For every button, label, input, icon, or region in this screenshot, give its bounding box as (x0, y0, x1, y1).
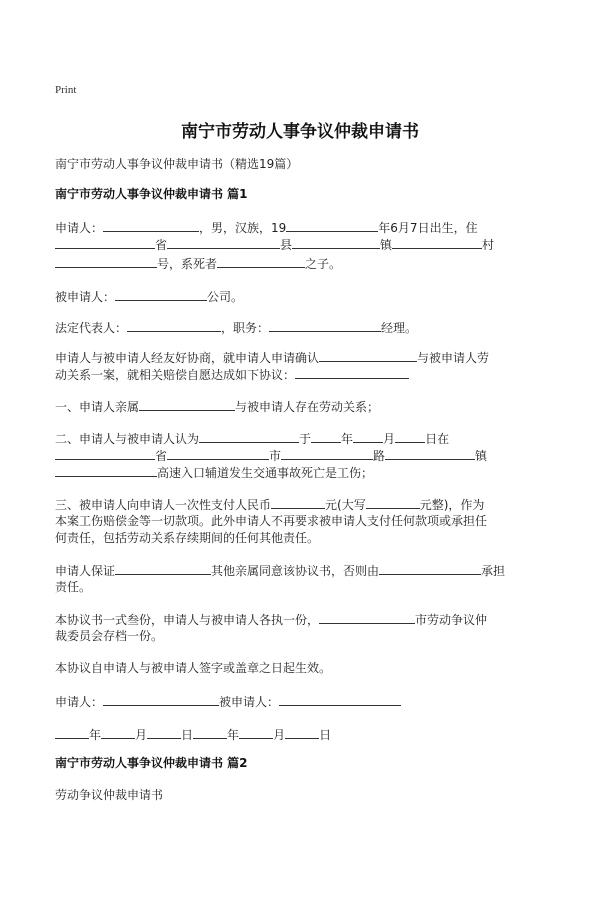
blank-deceased-name (217, 255, 305, 268)
blank-year (311, 430, 341, 443)
section-2-heading: 南宁市劳动人事争议仲裁申请书 篇2 (55, 756, 248, 770)
text-day-2: 日 (319, 728, 332, 742)
label-applicant: 申请人： (55, 221, 104, 235)
text-month: 月 (383, 432, 396, 446)
text-arbitration: 市劳动争议仲 (415, 613, 488, 627)
clause-3-line-1 (55, 496, 484, 513)
effective-line: 本协议自申请人与被申请人签字或盖章之日起生效。 (55, 661, 332, 675)
text-copies: 本协议书一式叁份，申请人与被申请人各执一份， (55, 613, 320, 627)
text-accident-result: 高速入口辅道发生交通事故死亡是工伤； (157, 466, 374, 480)
text-manager: 经理。 (381, 321, 418, 335)
text-day-1: 日 (181, 728, 194, 742)
text-village: 村 (482, 238, 495, 252)
blank-applicant-name (103, 219, 199, 232)
blank-province (55, 236, 155, 249)
copies-line-1 (55, 611, 487, 628)
text-company: 公司。 (207, 290, 244, 304)
blank-sign-applicant (103, 693, 219, 706)
clause-3-line-2: 本案工伤赔偿金等一切款项。此外申请人不再要求被申请人支付任何款项或承担任 (55, 514, 488, 528)
blank-agreement (295, 366, 409, 379)
text-accident-city: 市 (269, 449, 282, 463)
blank-sign-month-1 (101, 726, 135, 739)
label-sign-respondent: 被申请人： (219, 695, 280, 709)
text-year-2: 年 (227, 728, 240, 742)
text-accident-province: 省 (155, 449, 168, 463)
blank-county (167, 236, 280, 249)
applicant-line-2 (55, 236, 494, 253)
blank-village (392, 236, 482, 249)
text-clause-1: 一、申请人亲属 (55, 400, 140, 414)
blank-company (115, 288, 207, 301)
blank-sign-day-2 (285, 726, 319, 739)
blank-liable (379, 562, 481, 575)
text-day-at: 日在 (425, 432, 450, 446)
text-year-1: 年 (89, 728, 102, 742)
text-agreement-terms: 动关系一案，就相关赔偿自愿达成如下协议： (55, 368, 296, 382)
blank-confirm-subject (319, 349, 417, 362)
text-clause-1-end: 与被申请人存在劳动关系； (235, 400, 380, 414)
text-birth-date: 年6月7日出生，住 (378, 221, 478, 235)
text-amount-end: 元整)，作为 (419, 498, 485, 512)
document-subtitle: 南宁市劳动人事争议仲裁申请书（精选19篇） (55, 157, 299, 171)
document-title: 南宁市劳动人事争议仲裁申请书 (181, 122, 419, 142)
text-accident-town: 镇 (475, 449, 488, 463)
blank-amount-upper (366, 496, 420, 509)
text-clause-3: 三、被申请人向申请人一次性支付人民币 (55, 498, 272, 512)
section-2-first-line: 劳动争议仲裁申请书 (55, 788, 164, 802)
text-on: 于 (299, 432, 312, 446)
legal-representative-line (55, 319, 417, 336)
section-1-heading: 南宁市劳动人事争议仲裁申请书 篇1 (55, 187, 248, 201)
text-gender-ethnicity: ，男，汉族，19 (199, 221, 287, 235)
blank-sign-day-1 (147, 726, 181, 739)
text-month-1: 月 (135, 728, 148, 742)
text-bear: 承担 (481, 564, 506, 578)
date-line (55, 726, 331, 743)
agreement-intro-line-2 (55, 366, 409, 383)
clause-1-line (55, 398, 379, 415)
clause-2-line-1 (55, 430, 449, 447)
text-labor-relation: 与被申请人劳 (417, 351, 490, 365)
label-legal-rep: 法定代表人： (55, 321, 128, 335)
blank-position (269, 319, 381, 332)
copies-line-2: 裁委员会存档一份。 (55, 629, 164, 643)
respondent-line (55, 288, 243, 305)
label-position: ，职务： (221, 321, 270, 335)
applicant-line-1 (55, 219, 478, 236)
text-accident-road: 路 (373, 449, 386, 463)
guarantee-line-2: 责任。 (55, 580, 92, 594)
blank-accident-road (281, 447, 373, 460)
blank-sign-year-2 (193, 726, 227, 739)
text-relation: 号，系死者 (157, 257, 218, 271)
applicant-line-3 (55, 255, 341, 272)
blank-town (292, 236, 380, 249)
guarantee-line-1 (55, 562, 505, 579)
text-amount-upper: 元(大写 (325, 498, 366, 512)
blank-sign-year-1 (55, 726, 89, 739)
text-clause-2: 二、申请人与被申请人认为 (55, 432, 200, 446)
agreement-intro-line-1 (55, 349, 489, 366)
blank-amount (271, 496, 325, 509)
text-son-of: 之子。 (305, 257, 342, 271)
clause-2-line-3 (55, 464, 373, 481)
blank-birth-year (286, 219, 378, 232)
text-province: 省 (155, 238, 168, 252)
blank-accident-city (167, 447, 269, 460)
blank-month (353, 430, 383, 443)
signature-line (55, 693, 401, 710)
text-month-2: 月 (273, 728, 286, 742)
blank-day (395, 430, 425, 443)
blank-accident-province (55, 447, 155, 460)
text-guarantee: 申请人保证 (55, 564, 116, 578)
blank-sign-month-2 (239, 726, 273, 739)
label-sign-applicant: 申请人： (55, 695, 104, 709)
blank-relative-name (139, 398, 235, 411)
print-label: Print (55, 84, 77, 96)
blank-legal-rep (127, 319, 221, 332)
text-agreement-intro: 申请人与被申请人经友好协商，就申请人申请确认 (55, 351, 320, 365)
blank-arbitration-city (319, 611, 415, 624)
blank-accident-town (385, 447, 475, 460)
text-year: 年 (341, 432, 354, 446)
blank-house-number (55, 255, 157, 268)
text-county: 县 (280, 238, 293, 252)
blank-person (199, 430, 299, 443)
text-guarantee-mid: 其他亲属同意该协议书，否则由 (211, 564, 380, 578)
clause-2-line-2 (55, 447, 487, 464)
clause-3-line-3: 何责任，包括劳动关系存续期间的任何其他责任。 (55, 531, 320, 545)
blank-guarantee (115, 562, 211, 575)
blank-sign-respondent (279, 693, 401, 706)
label-respondent: 被申请人： (55, 290, 116, 304)
blank-highway (55, 464, 157, 477)
text-town: 镇 (380, 238, 393, 252)
